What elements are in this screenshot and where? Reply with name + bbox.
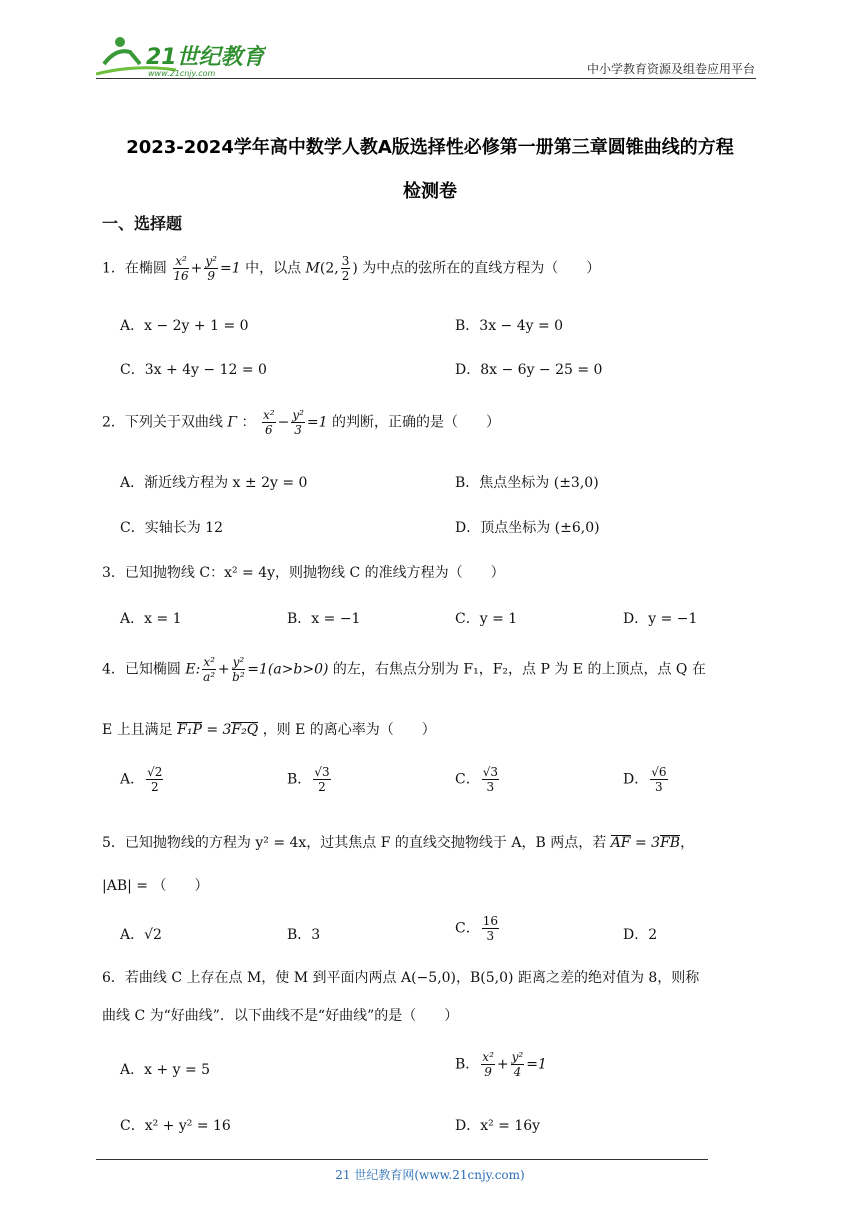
question-6-line2: 曲线 C 为“好曲线”．以下曲线不是“好曲线”的是（ ） bbox=[102, 1008, 459, 1024]
q1-option-b[interactable]: B．3x − 4y = 0 bbox=[455, 318, 564, 334]
header-divider bbox=[96, 78, 756, 79]
q6-option-d[interactable]: D．x² = 16y bbox=[455, 1118, 541, 1134]
logo-text: 21世纪教育 bbox=[146, 45, 265, 70]
q2-option-c[interactable]: C．实轴长为 12 bbox=[120, 520, 223, 536]
q4-option-d[interactable]: D． $\frac{√6}{3}$ bbox=[623, 765, 667, 794]
question-3: 3．已知抛物线 C：x² = 4y，则抛物线 C 的准线方程为（ ） bbox=[102, 565, 505, 581]
q1-option-a[interactable]: A．x − 2y + 1 = 0 bbox=[120, 318, 249, 334]
footer-text[interactable]: 21 世纪教育网(www.21cnjy.com) bbox=[335, 1168, 525, 1182]
q4-option-c[interactable]: C． $\frac{√3}{3}$ bbox=[455, 765, 498, 794]
question-4: 4．已知椭圆 E: $\frac{\text{x²}}{\text{a²}}$ + $\frac{\text{y²}}{\text{b²}}$ =1(a>b>0) 的左，右焦点分别为 F₁，F₂，点 P 为 E 的上顶点，点 Q 在 bbox=[102, 655, 706, 684]
q2-option-b[interactable]: B．焦点坐标为 (±3,0) bbox=[455, 475, 599, 491]
header-right-text: 中小学教育资源及组卷应用平台 bbox=[586, 62, 755, 76]
page-title: 2023-2024学年高中数学人教A版选择性必修第一册第三章圆锥曲线的方程 bbox=[126, 137, 734, 158]
q1-option-d[interactable]: D．8x − 6y − 25 = 0 bbox=[455, 362, 603, 378]
q5-option-b[interactable]: B．3 bbox=[287, 927, 321, 943]
q1-option-c[interactable]: C．3x + 4y − 12 = 0 bbox=[120, 362, 267, 378]
q6-option-a[interactable]: A．x + y = 5 bbox=[120, 1062, 211, 1078]
q2-option-a[interactable]: A．渐近线方程为 x ± 2y = 0 bbox=[120, 475, 308, 491]
footer-divider bbox=[96, 1159, 708, 1160]
question-6: 6．若曲线 C 上存在点 M，使 M 到平面内两点 A(−5,0)，B(5,0) 距离之差的绝对值为 8，则称 bbox=[102, 970, 700, 986]
section-heading: 一、选择题 bbox=[102, 214, 183, 233]
question-5-line2: |AB| = （ ） bbox=[102, 878, 209, 894]
q4-option-a[interactable]: A． $\frac{√2}{2}$ bbox=[120, 765, 163, 794]
q3-option-d[interactable]: D．y = −1 bbox=[623, 611, 698, 627]
q3-option-c[interactable]: C．y = 1 bbox=[455, 611, 518, 627]
q2-option-d[interactable]: D．顶点坐标为 (±6,0) bbox=[455, 520, 600, 536]
question-2: 2．下列关于双曲线 Γ ： $\frac{\text{x²}}{6}$ − $\frac{\text{y²}}{3}$ =1 的判断，正确的是（ ） bbox=[102, 408, 500, 437]
q4-option-b[interactable]: B． $\frac{√3}{2}$ bbox=[287, 765, 330, 794]
q5-option-c[interactable]: C． $\frac{16}{3}$ bbox=[455, 914, 498, 943]
logo bbox=[96, 34, 266, 82]
q3-option-a[interactable]: A．x = 1 bbox=[120, 611, 182, 627]
question-5: 5．已知抛物线的方程为 y² = 4x，过其焦点 F 的直线交抛物线于 A，B 两点，若 AF = 3FB， bbox=[102, 835, 695, 851]
q5-option-a[interactable]: A．√2 bbox=[120, 927, 162, 943]
q5-option-d[interactable]: D．2 bbox=[623, 927, 658, 943]
q6-option-c[interactable]: C．x² + y² = 16 bbox=[120, 1118, 231, 1134]
question-1: 1．在椭圆 $\frac{\text{x²}}{16}$ + $\frac{\text{y²}}{9}$ =1 中，以点 M(2, $\frac{3}{2}$ ) 为中点的弦所在的直线方程为（ ） bbox=[102, 254, 601, 283]
q3-option-b[interactable]: B．x = −1 bbox=[287, 611, 361, 627]
page-title-line2: 检测卷 bbox=[403, 181, 457, 202]
q6-option-b[interactable]: B． $\frac{\text{x²}}{9}$ + $\frac{\text{y²}}{4}$ =1 bbox=[455, 1050, 547, 1079]
logo-url: www.21cnjy.com bbox=[148, 69, 216, 78]
question-4-line2: E 上且满足 F₁P = 3F₂Q ，则 E 的离心率为（ ） bbox=[102, 722, 436, 738]
